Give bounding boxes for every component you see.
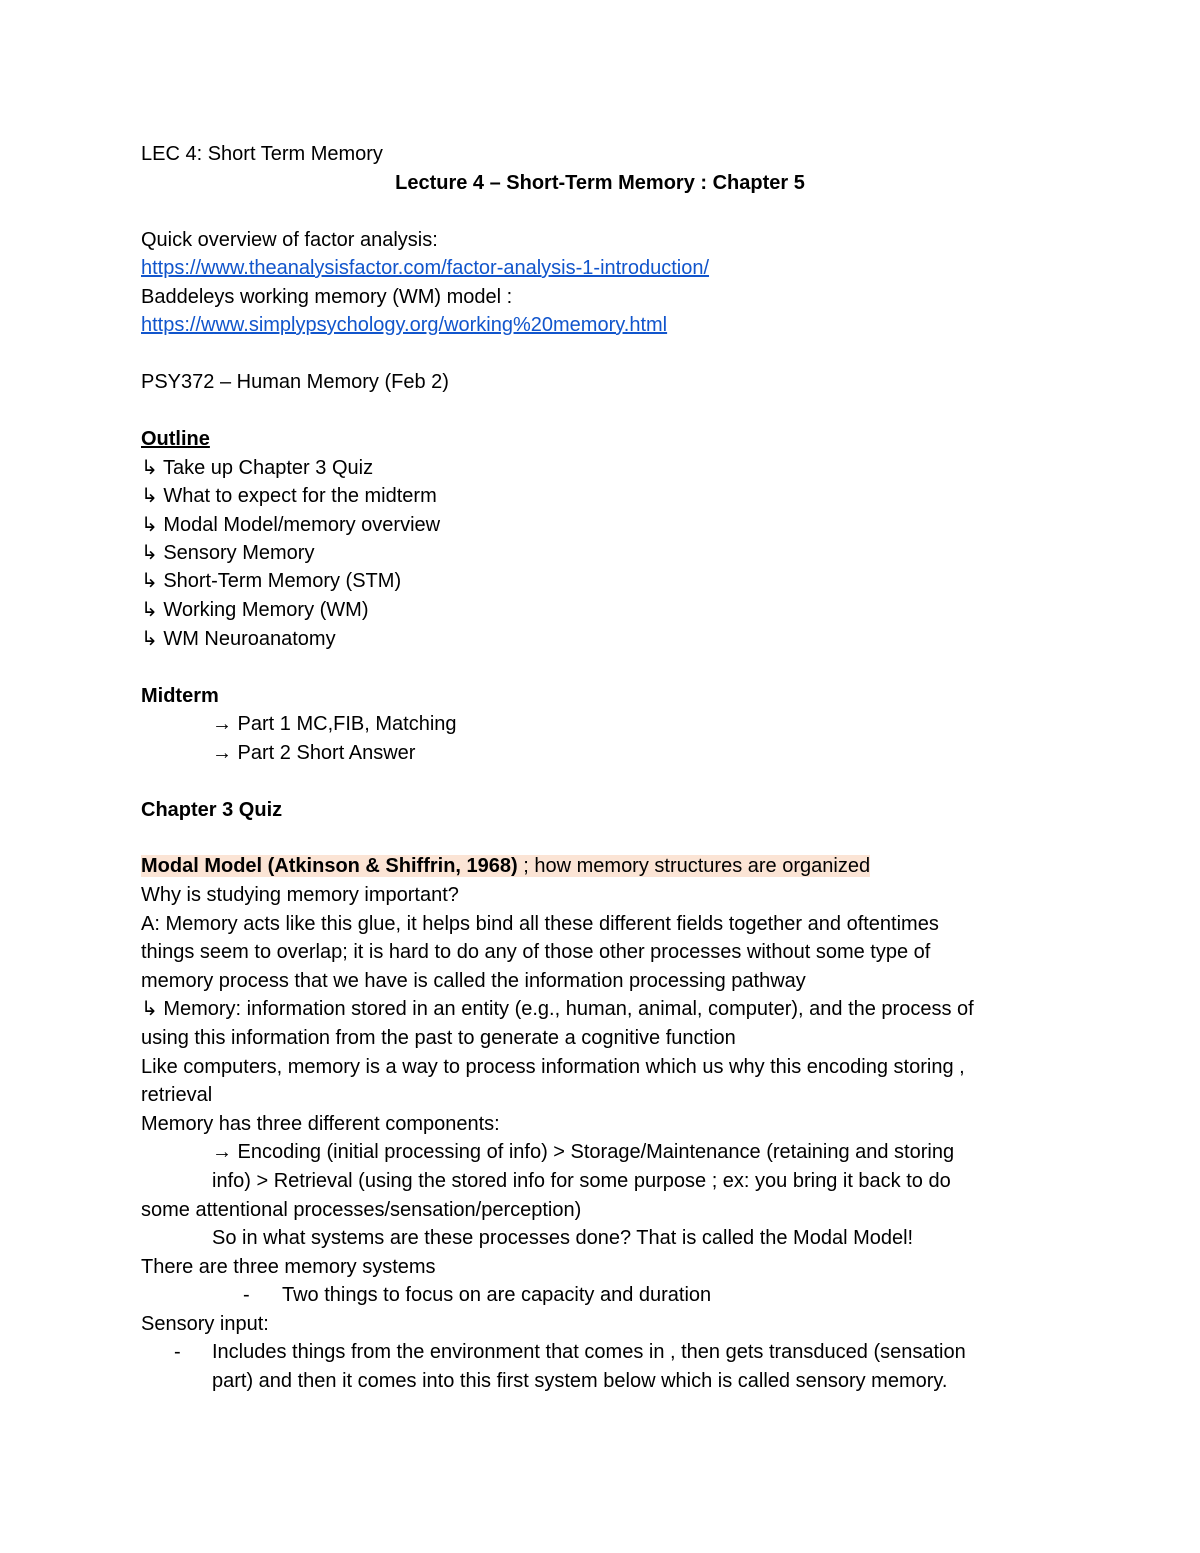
midterm-item: → Part 2 Short Answer (212, 742, 416, 764)
body-line: A: Memory acts like this glue, it helps bind all these different fields together and oftentimes (141, 913, 939, 935)
sensory-line: part) and then it comes into this first system below which is called sensory memory. (212, 1370, 948, 1392)
modal-model-heading (141, 852, 870, 880)
bullet-dash: - (174, 1341, 181, 1363)
body-line: Why is studying memory important? (141, 884, 459, 906)
outline-item: ↳ Short-Term Memory (STM) (141, 570, 402, 592)
sensory-label: Sensory input: (141, 1313, 269, 1335)
body-line: retrieval (141, 1084, 213, 1106)
outline-item: ↳ Working Memory (WM) (141, 599, 369, 621)
course-line: PSY372 – Human Memory (Feb 2) (141, 371, 449, 393)
capacity-line: Two things to focus on are capacity and duration (282, 1284, 712, 1306)
sensory-line: Includes things from the environment that comes in , then gets transduced (sensation (212, 1341, 966, 1363)
body-line: ↳ Memory: information stored in an entity (e.g., human, animal, computer), and the process of (141, 998, 974, 1020)
outline-item: ↳ Sensory Memory (141, 542, 315, 564)
factor-label: Quick overview of factor analysis: (141, 229, 438, 251)
doc-title: Lecture 4 – Short-Term Memory : Chapter 5 (395, 172, 805, 194)
body-line: Like computers, memory is a way to process information which us why this encoding storing , (141, 1056, 965, 1078)
components-line: info) > Retrieval (using the stored info for some purpose ; ex: you bring it back to do (212, 1170, 951, 1192)
working-memory-link[interactable]: https://www.simplypsychology.org/working%20memory.html (141, 314, 668, 336)
outline-heading: Outline (141, 428, 210, 450)
three-systems: There are three memory systems (141, 1256, 436, 1278)
body-line: using this information from the past to generate a cognitive function (141, 1027, 736, 1049)
midterm-heading: Midterm (141, 685, 219, 707)
components-line: → Encoding (initial processing of info) > Storage/Maintenance (retaining and storing (212, 1141, 955, 1163)
modal-model-rest: ; how memory structures are organized (517, 855, 871, 877)
modal-question: So in what systems are these processes done? That is called the Modal Model! (212, 1227, 914, 1249)
outline-item: ↳ Take up Chapter 3 Quiz (141, 457, 374, 479)
outline-item: ↳ Modal Model/memory overview (141, 514, 441, 536)
midterm-item: → Part 1 MC,FIB, Matching (212, 713, 457, 735)
factor-analysis-link[interactable]: https://www.theanalysisfactor.com/factor-analysis-1-introduction/ (141, 257, 710, 279)
components-cont: some attentional processes/sensation/perception) (141, 1199, 582, 1221)
modal-model-bold: Modal Model (Atkinson & Shiffrin, 1968) (141, 855, 518, 877)
body-line: Memory has three different components: (141, 1113, 500, 1135)
doc-header: LEC 4: Short Term Memory (141, 143, 383, 165)
outline-item: ↳ What to expect for the midterm (141, 485, 437, 507)
body-line: things seem to overlap; it is hard to do any of those other processes without some type of (141, 941, 931, 963)
body-line: memory process that we have is called the information processing pathway (141, 970, 806, 992)
wm-label: Baddeleys working memory (WM) model : (141, 286, 513, 308)
quiz-heading: Chapter 3 Quiz (141, 799, 283, 821)
outline-item: ↳ WM Neuroanatomy (141, 628, 336, 650)
bullet-dash: - (243, 1284, 250, 1306)
